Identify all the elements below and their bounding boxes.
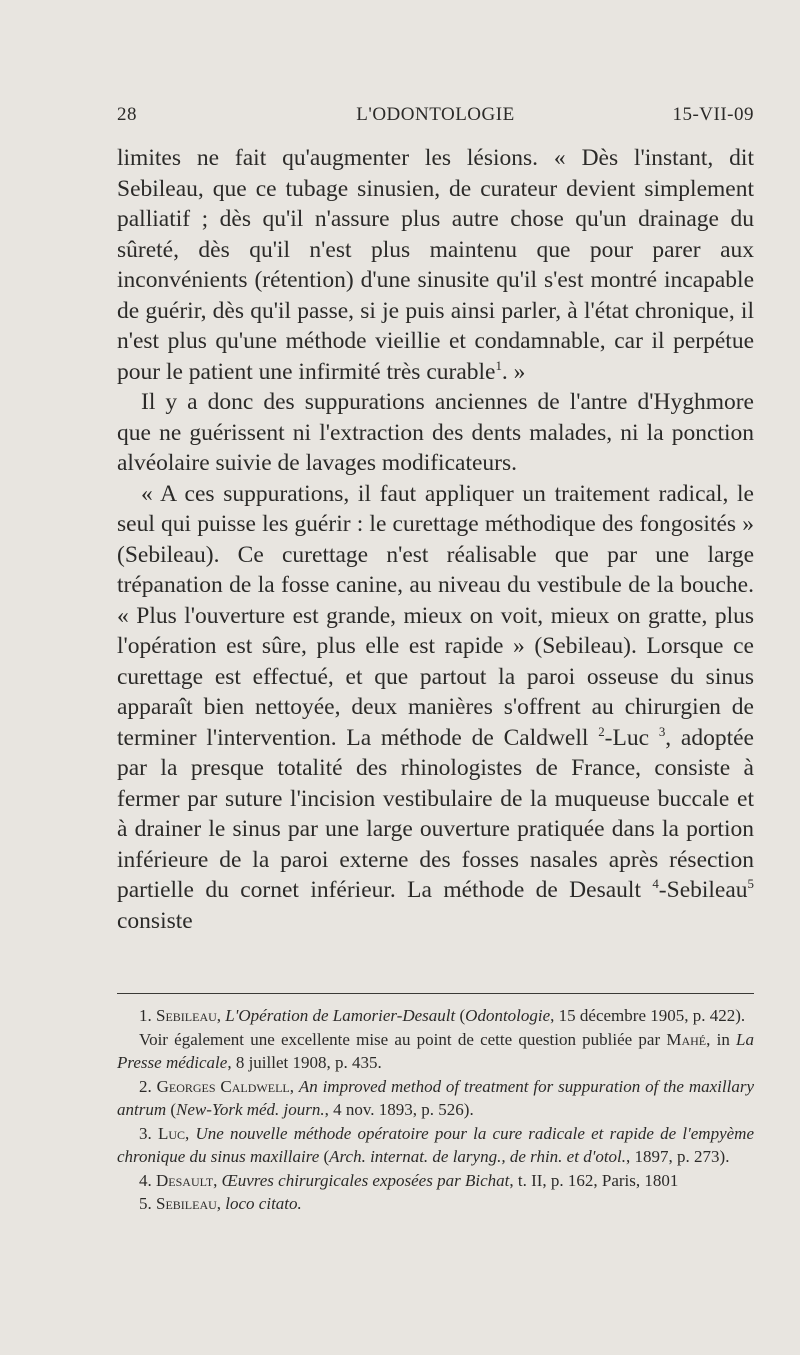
- footnote-ref-4: 4: [652, 875, 659, 891]
- footnote-ref-3: 3: [658, 723, 666, 739]
- footnote-ref-2: 2: [598, 723, 605, 739]
- footnote-1-addendum: Voir également une excellente mise au point de cette question publiée par Mahé, in La Presse médicale, 8 juillet 1908, p. 435.: [117, 1029, 755, 1072]
- footnote-1: 1. Sebileau, L'Opération de Lamorier-Desault (Odontologie, 15 décembre 1905, p. 422).: [139, 1006, 746, 1025]
- running-header: [117, 104, 754, 130]
- journal-title: L'ODONTOLOGIE: [356, 104, 515, 125]
- footnote-ref-1: 1: [495, 357, 502, 373]
- footnote-4: 4. Desault, Œuvres chirurgicales exposées par Bichat, t. II, p. 162, Paris, 1801: [139, 1170, 679, 1190]
- footnote-divider: [117, 993, 754, 994]
- body-text: [117, 143, 754, 936]
- issue-date: 15-VII-09: [672, 104, 754, 125]
- page-number: 28: [117, 104, 137, 125]
- footnotes: [117, 1004, 754, 1216]
- paragraph-1: limites ne fait qu'augmenter les lésions. « Dès l'instant, dit Sebileau, que ce tubage sinusien, de curateur devient simplement palliatif ; dès qu'il n'assure plus autre chose qu'un drainage du sûreté, dès qu'il n'est plus maintenu que pour parer aux inconvénients (rétention) d'une sinusite qu'il s'est montré incapable de guérir, dès qu'il passe, si je puis ainsi parler, à l'état chronique, il n'est plus qu'une méthode vieillie et condamnable, car il perpétue pour le patient une infirmité très curable$^1$. »: [117, 145, 754, 385]
- footnote-3: 3. Luc, Une nouvelle méthode opératoire pour la cure radicale et rapide de l'empyème chronique du sinus maxillaire (Arch. internat. de laryng., de rhin. et d'otol., 1897, p. 273).: [117, 1123, 754, 1166]
- footnote-ref-5: 5: [747, 875, 754, 891]
- footnote-2: 2. Georges Caldwell, An improved method of treatment for suppuration of the maxillary antrum (New-York méd. journ., 4 nov. 1893, p. 526).: [117, 1076, 754, 1119]
- paragraph-3: « A ces suppurations, il faut appliquer un traitement radical, le seul qui puisse les guérir : le curettage méthodique des fongosités » (Sebileau). Ce curettage n'est réalisable que par une large trépanation de la fosse canine, au niveau du vestibule de la bouche. « Plus l'ouverture est grande, mieux on voit, mieux on gratte, plus l'opération est sûre, plus elle est rapide » (Sebileau). Lorsque ce curettage est effectué, et que partout la paroi osseuse du sinus apparaît bien nettoyée, deux manières s'offrent au chirurgien de terminer l'intervention. La méthode de Caldwell $^2$-Luc $^3$, adoptée par la presque totalité des rhinologistes de France, consiste à fermer par suture l'incision vestibulaire de la muqueuse buccale et à drainer le sinus par une large ouverture pratiquée dans la portion inférieure de la paroi externe des fosses nasales après résection partielle du cornet inférieur. La méthode de Desault $^4$-Sebileau$^5$ consiste: [117, 480, 754, 934]
- footnote-5: 5. Sebileau, loco citato.: [139, 1194, 302, 1213]
- paragraph-2: Il y a donc des suppurations anciennes de l'antre d'Hyghmore que ne guérissent ni l'extraction des dents malades, ni la ponction alvéolaire suivie de lavages modificateurs.: [117, 389, 754, 476]
